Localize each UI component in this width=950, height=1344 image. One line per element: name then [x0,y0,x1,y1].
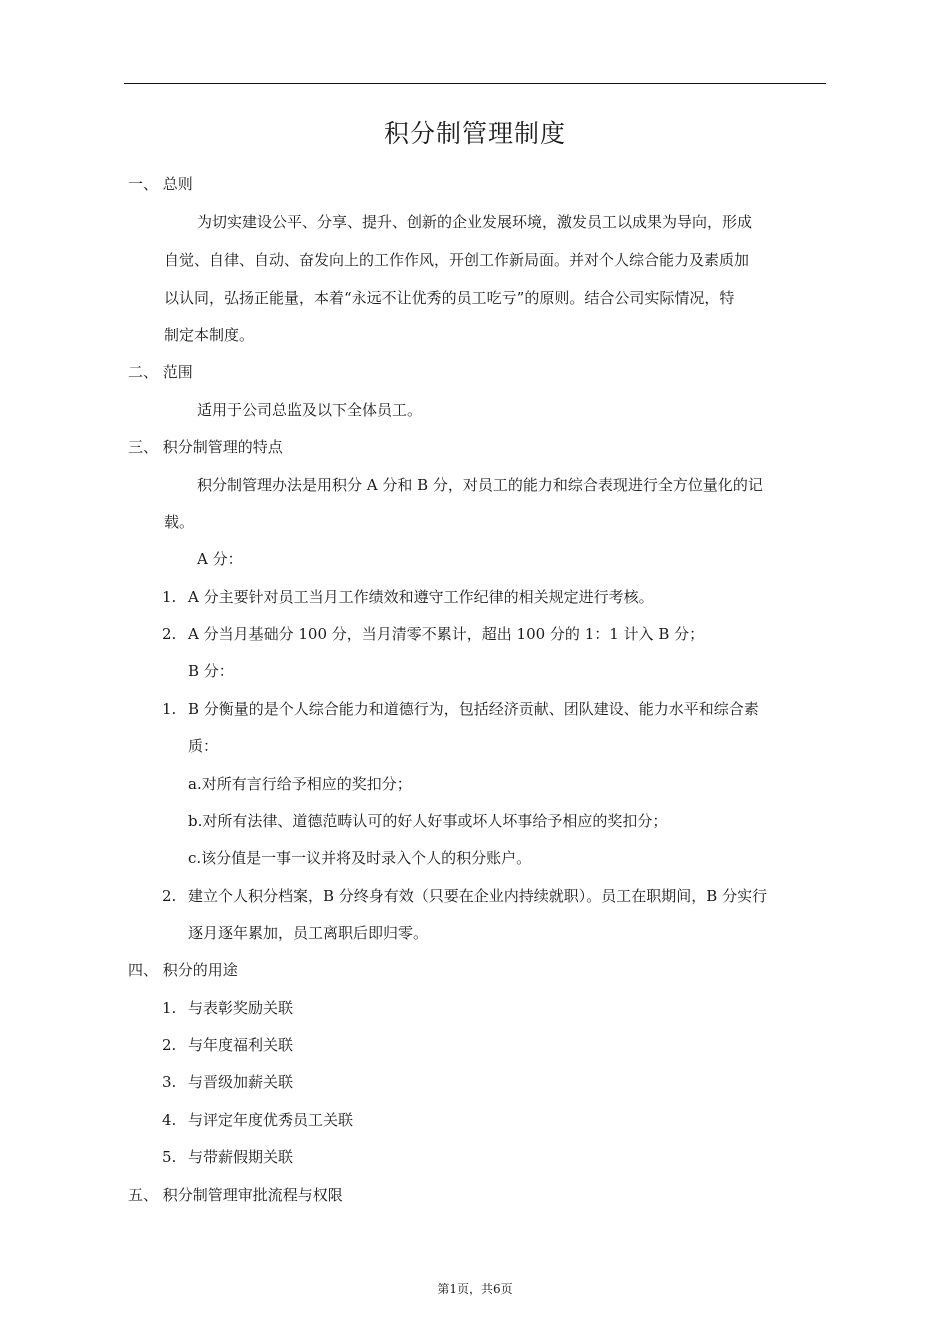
list-number: 1. [162,999,177,1017]
list-number: 5. [162,1148,177,1166]
list-number: 1. [162,700,177,718]
list-text-continuation: 质： [188,737,219,755]
list-text: 与表彰奖励关联 [188,999,294,1017]
section-3-paragraph-line: 积分制管理办法是用积分 A 分和 B 分，对员工的能力和综合表现进行全方位量化的记 [197,476,763,494]
list-item [162,624,704,644]
section-1-paragraph-line: 为切实建设公平、分享、提升、创新的企业发展环境，激发员工以成果为导向，形成 [197,213,753,231]
document-title: 积分制管理制度 [383,119,566,148]
list-text: 与带薪假期关联 [188,1148,294,1166]
section-2-paragraph: 适用于公司总监及以下全体员工。 [197,401,423,419]
section-1-heading: 一、 总则 [128,175,193,193]
list-number: 1. [162,588,177,606]
section-3-heading: 三、 积分制管理的特点 [128,438,283,456]
list-number: 3. [162,1073,177,1091]
list-number: 2. [162,1036,177,1054]
list-item [162,886,767,906]
list-number: 2. [162,887,177,905]
list-text: A 分主要针对员工当月工作绩效和遵守工作纪律的相关规定进行考核。 [188,588,654,606]
list-item [162,998,293,1018]
header-rule [124,83,826,84]
b-score-label: B 分： [188,662,234,680]
list-text: B 分衡量的是个人综合能力和道德行为，包括经济贡献、团队建设、能力水平和综合素 [188,700,759,718]
section-1-paragraph-line: 自觉、自律、自动、奋发向上的工作作风，开创工作新局面。并对个人综合能力及素质加 [164,251,750,269]
section-3-paragraph-line: 载。 [164,513,195,531]
page-number: 第1页，共6页 [437,1282,513,1296]
section-1-paragraph-line: 制定本制度。 [164,326,255,344]
list-item [162,1147,293,1167]
sub-item: b.对所有法律、道德范畴认可的好人好事或坏人坏事给予相应的奖扣分； [188,812,668,830]
list-item [162,587,654,607]
section-5-heading: 五、 积分制管理审批流程与权限 [128,1186,343,1204]
list-item [162,1072,293,1092]
list-number: 4. [162,1111,177,1129]
section-2-heading: 二、 范围 [128,363,193,381]
list-item [162,1035,293,1055]
list-text: 与晋级加薪关联 [188,1073,294,1091]
list-number: 2. [162,625,177,643]
sub-item: a.对所有言行给予相应的奖扣分； [188,775,412,793]
list-text: A 分当月基础分 100 分，当月清零不累计，超出 100 分的 1：1 计入 B 分； [188,625,705,643]
list-text-continuation: 逐月逐年累加，员工离职后即归零。 [188,924,429,942]
list-item [162,1110,353,1130]
section-4-heading: 四、 积分的用途 [128,961,238,979]
list-text: 建立个人积分档案，B 分终身有效（只要在企业内持续就职）。员工在职期间，B 分实行 [188,887,768,905]
section-1-paragraph-line: 以认同，弘扬正能量，本着“永远不让优秀的员工吃亏”的原则。结合公司实际情况，特 [164,289,735,307]
list-item [162,699,759,719]
list-text: 与年度福利关联 [188,1036,294,1054]
sub-item: c.该分值是一事一议并将及时录入个人的积分账户。 [188,849,532,867]
list-text: 与评定年度优秀员工关联 [188,1111,354,1129]
a-score-label: A 分： [197,550,243,568]
